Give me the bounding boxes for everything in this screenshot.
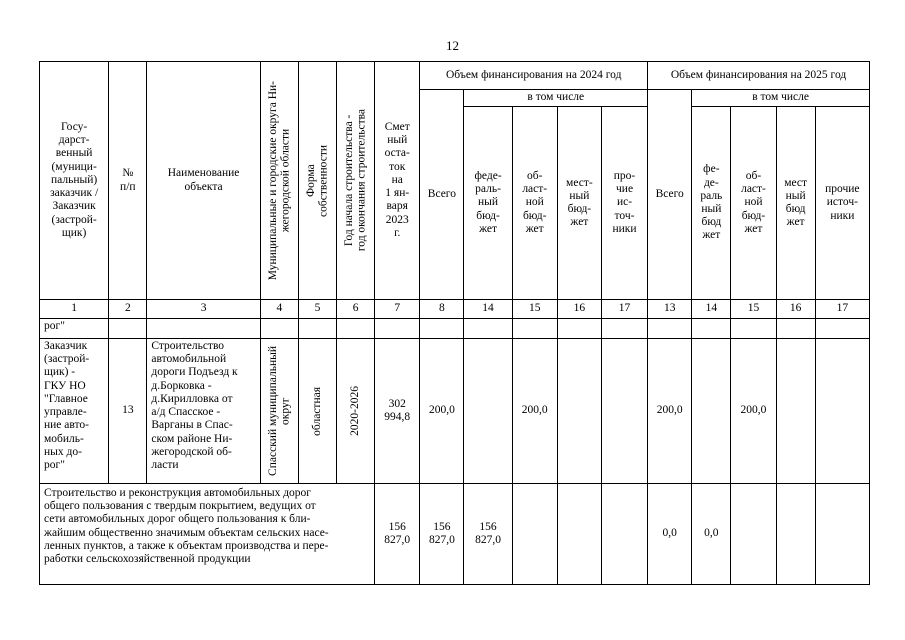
header-customer: Госу- дарст- венный (муници- пальный) заказчик / Заказчик (застрой- щик) — [40, 62, 109, 300]
header-other-2025: прочие источ- ники — [815, 107, 869, 300]
header-num: № п/п — [109, 62, 147, 300]
row-customer: Заказчик (застрой- щик) - ГКУ НО "Главное управле- ние авто- мобиль- ных до- рог" — [40, 339, 109, 484]
col-num: 3 — [147, 300, 260, 319]
header-local-2024: мест- ный бюд- жет — [557, 107, 601, 300]
row-num: 13 — [109, 339, 147, 484]
header-ownership — [298, 62, 336, 300]
financing-table — [39, 61, 870, 585]
row-other-2025 — [815, 339, 869, 484]
row-name: Строительство автомобильной дороги Подъезд к д.Борковка - д.Кирилловка от а/д Спасское - Варганы в Спас- ском районе Ни- жегородской об- ласти — [147, 339, 260, 484]
summary-total-2024: 156 827,0 — [420, 484, 464, 585]
summary-federal-2025: 0,0 — [692, 484, 731, 585]
header-federal-2024: феде- раль- ный бюд- жет — [464, 107, 512, 300]
summary-text: Строительство и реконструкция автомобильных дорог общего пользования с твердым покрытием, ведущих от сети автомобильных дорог общего пользования к бли- жайшим общественно значимым объектам сельских насе- ленных пунктов, а также к объектам производства и пере- работки сельскохозяйственной продукции — [40, 484, 375, 585]
col-num: 6 — [337, 300, 375, 319]
row-total-2024: 200,0 — [420, 339, 464, 484]
col-num: 15 — [731, 300, 776, 319]
row-municipal — [260, 339, 298, 484]
row-total-2025: 200,0 — [648, 339, 692, 484]
header-regional-2025: об- ласт- ной бюд- жет — [731, 107, 776, 300]
col-num: 7 — [375, 300, 420, 319]
col-num: 14 — [464, 300, 512, 319]
col-num: 1 — [40, 300, 109, 319]
header-row-1 — [40, 62, 870, 90]
col-num: 16 — [776, 300, 815, 319]
row-local-2024 — [557, 339, 601, 484]
header-years — [337, 62, 375, 300]
col-num: 5 — [298, 300, 336, 319]
header-municipal-text: Муниципальные и городские округа Ни- жегородской области — [266, 80, 292, 281]
col-num: 16 — [557, 300, 601, 319]
row-ownership-text: областная — [311, 386, 324, 436]
row-other-2024 — [601, 339, 647, 484]
header-other-2024: про- чие ис- точ- ники — [601, 107, 647, 300]
continuation-text: рог" — [40, 319, 109, 339]
row-years — [337, 339, 375, 484]
row-regional-2025: 200,0 — [731, 339, 776, 484]
col-num: 15 — [512, 300, 557, 319]
col-num: 17 — [601, 300, 647, 319]
row-federal-2024 — [464, 339, 512, 484]
header-group-2025: Объем финансирования на 2025 год — [648, 62, 870, 90]
header-name: Наименование объекта — [147, 62, 260, 300]
header-incl-2024: в том числе — [464, 90, 648, 107]
summary-federal-2024: 156 827,0 — [464, 484, 512, 585]
col-num: 2 — [109, 300, 147, 319]
row-municipal-text: Спасский муниципальный округ — [266, 346, 292, 476]
header-group-2024: Объем финансирования на 2024 год — [420, 62, 648, 90]
row-federal-2025 — [692, 339, 731, 484]
header-total-2024: Всего — [420, 90, 464, 300]
row-estimate: 302 994,8 — [375, 339, 420, 484]
col-num: 17 — [815, 300, 869, 319]
row-regional-2024: 200,0 — [512, 339, 557, 484]
col-num: 8 — [420, 300, 464, 319]
summary-row — [40, 484, 870, 585]
page-number: 12 — [446, 38, 459, 53]
row-years-text: 2020-2026 — [349, 386, 362, 436]
summary-estimate: 156 827,0 — [375, 484, 420, 585]
summary-total-2025: 0,0 — [648, 484, 692, 585]
header-total-2025: Всего — [648, 90, 692, 300]
row-ownership — [298, 339, 336, 484]
col-num: 4 — [260, 300, 298, 319]
row-local-2025 — [776, 339, 815, 484]
column-number-row — [40, 300, 870, 319]
col-num: 13 — [648, 300, 692, 319]
header-municipal — [260, 62, 298, 300]
header-federal-2025: фе- де- раль ный бюд жет — [692, 107, 731, 300]
header-estimate: Смет ный оста- ток на 1 ян- варя 2023 г. — [375, 62, 420, 300]
table-row — [40, 339, 870, 484]
header-regional-2024: об- ласт- ной бюд- жет — [512, 107, 557, 300]
header-local-2025: мест ный бюд жет — [776, 107, 815, 300]
header-years-text: Год начала строительства - год окончания строительства — [342, 109, 368, 252]
col-num: 14 — [692, 300, 731, 319]
header-incl-2025: в том числе — [692, 90, 870, 107]
continuation-row — [40, 319, 870, 339]
header-ownership-text: Форма собственности — [304, 144, 330, 217]
